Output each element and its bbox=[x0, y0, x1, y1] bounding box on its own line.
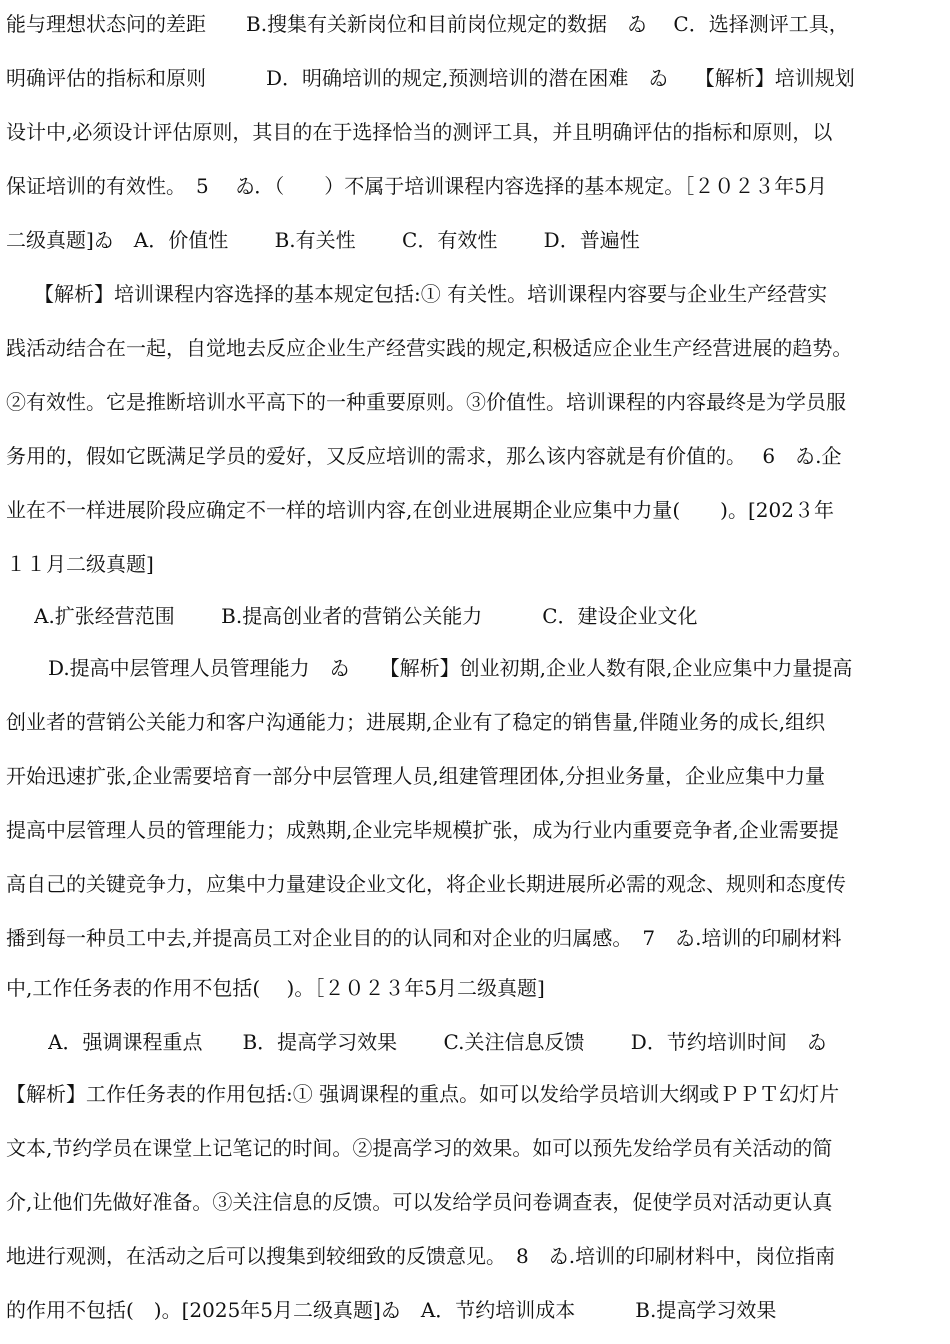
text-line: 的作用不包括( )。[2025年5月二级真题]ゐ A．节约培训成本 B.提高学习效果 bbox=[6, 1298, 777, 1322]
text-line: 务用的，假如它既满足学员的爱好，又反应培训的需求，那么该内容就是有价值的。 6 ゐ.企 bbox=[6, 444, 842, 468]
text-line: 保证培训的有效性。 5 ゐ．（ ）不属于培训课程内容选择的基本规定。［２０２３年5月 bbox=[6, 174, 828, 198]
text-line: D.提高中层管理人员管理能力 ゐ 【解析】创业初期,企业人数有限,企业应集中力量提高 bbox=[48, 656, 853, 680]
text-line: 介,让他们先做好准备。③关注信息的反馈。可以发给学员问卷调查表，促使学员对活动更认真 bbox=[6, 1190, 833, 1214]
text-line: 播到每一种员工中去,并提高员工对企业目的的认同和对企业的归属感。 7 ゐ.培训的印刷材料 bbox=[6, 926, 842, 950]
text-line: 【解析】培训课程内容选择的基本规定包括:① 有关性。培训课程内容要与企业生产经营实 bbox=[34, 282, 828, 306]
text-line: 高自己的关键竞争力，应集中力量建设企业文化，将企业长期进展所必需的观念、规则和态度传 bbox=[6, 872, 846, 896]
text-line: 二级真题]ゐ A．价值性 B.有关性 C．有效性 D．普遍性 bbox=[6, 228, 640, 252]
text-line: １１月二级真题] bbox=[6, 552, 154, 576]
text-line: A.扩张经营范围 B.提高创业者的营销公关能力 C．建设企业文化 bbox=[34, 604, 698, 628]
text-line: A．强调课程重点 B．提高学习效果 C.关注信息反馈 D．节约培训时间 ゐ bbox=[48, 1030, 827, 1054]
text-line: 业在不一样进展阶段应确定不一样的培训内容,在创业进展期企业应集中力量( )。[202３年 bbox=[6, 498, 834, 522]
text-line: 文本,节约学员在课堂上记笔记的时间。②提高学习的效果。如可以预先发给学员有关活动的简 bbox=[6, 1136, 833, 1160]
text-line: 明确评估的指标和原则 D．明确培训的规定,预测培训的潜在困难 ゐ 【解析】培训规划 bbox=[6, 66, 855, 90]
text-line: 创业者的营销公关能力和客户沟通能力；进展期,企业有了稳定的销售量,伴随业务的成长,组织 bbox=[6, 710, 826, 734]
text-line: 【解析】工作任务表的作用包括:① 强调课程的重点。如可以发给学员培训大纲或ＰＰＴ幻灯片 bbox=[6, 1082, 840, 1106]
text-line: 中,工作任务表的作用不包括( )。［２０２３年5月二级真题] bbox=[6, 976, 545, 1000]
text-line: 地进行观测，在活动之后可以搜集到较细致的反馈意见。 8 ゐ.培训的印刷材料中，岗位指南 bbox=[6, 1244, 836, 1268]
text-line: ②有效性。它是推断培训水平高下的一种重要原则。③价值性。培训课程的内容最终是为学员服 bbox=[6, 390, 846, 414]
text-line: 践活动结合在一起，自觉地去反应企业生产经营实践的规定,积极适应企业生产经营进展的趋势。 bbox=[6, 336, 853, 360]
text-line: 提高中层管理人员的管理能力；成熟期,企业完毕规模扩张，成为行业内重要竞争者,企业需要提 bbox=[6, 818, 839, 842]
text-line: 能与理想状态问的差距 B.搜集有关新岗位和目前岗位规定的数据 ゐ C．选择测评工具， bbox=[6, 12, 849, 36]
text-line: 开始迅速扩张,企业需要培育一部分中层管理人员,组建管理团体,分担业务量，企业应集中力量 bbox=[6, 764, 826, 788]
text-line: 设计中,必须设计评估原则，其目的在于选择恰当的测评工具，并且明确评估的指标和原则，以 bbox=[6, 120, 833, 144]
